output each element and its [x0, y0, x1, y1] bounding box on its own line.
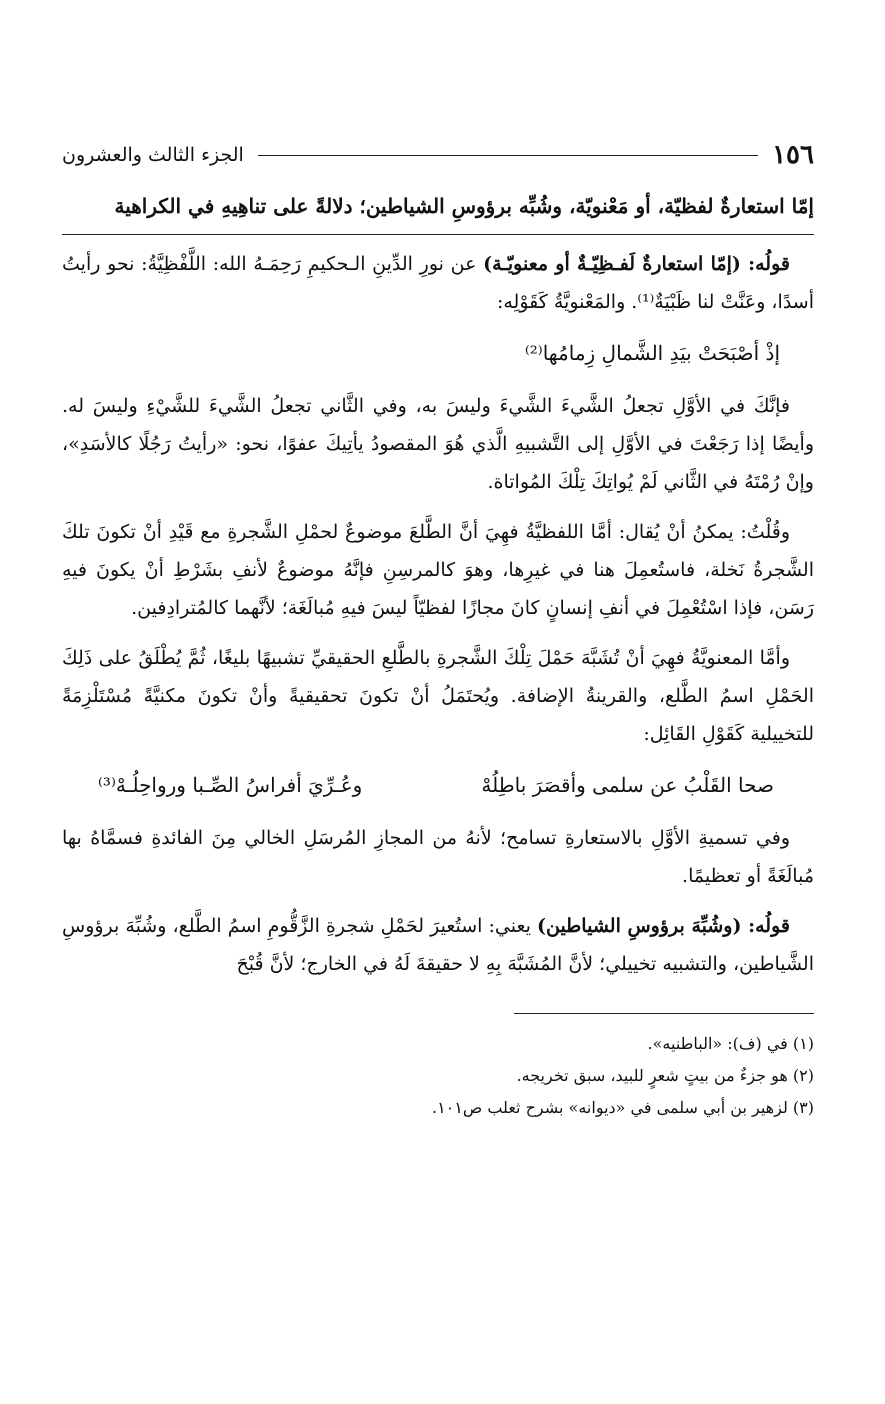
matn-text: إمّا استعارةٌ لفظيّة، أو مَعْنويّة، وشُبِّه برؤوسِ الشياطين؛ دلالةً على تناهِيهِ في الكراهية: [62, 186, 814, 235]
footnote: (٢) هو جزءٌ من بيتٍ شعرٍ للبيد، سبق تخريجه.: [516, 1066, 814, 1085]
paragraph-4: وأمَّا المعنويَّةُ فهِيَ أنْ تُشَبَّهَ حَمْلَ تِلْكَ الشَّجرةِ بالطَّلعِ الحقيقيِّ تشبيهًا بليغًا، ثُمَّ يُطْلَقُ على ذَلِكَ الحَمْلِ اسمُ الطَّلع، والقرينةُ الإضافة. ويُحتَمَلُ أنْ تكونَ تحقيقيةً وأنْ تكونَ مكنيَّةً مُسْتَلْزِمَةً للتخييلية كَقَوْلِ القَائِل:: [62, 647, 814, 745]
paragraph-6: [62, 907, 814, 983]
page-number: ١٥٦: [772, 140, 814, 170]
paragraph-1: [62, 245, 814, 321]
book-page: [62, 138, 814, 1124]
paragraph-2: فإنَّكَ في الأوَّلِ تجعلُ الشَّيءَ الشَّيءَ وليسَ به، وفي الثَّاني تجعلُ الشَّيءَ للشَّيْءِ وليسَ له. وأيضًا إذا رَجَعْتَ في الأوَّلِ إلى التَّشبيهِ الَّذي هُوَ المقصودُ يأتِيكَ عفوًا، نحو: «رأيتُ رَجُلًا كالأسَدِ»، وإنْ رُمْتَهُ في الثَّاني لَمْ يُواتِكَ تِلْكَ المُواتاة.: [62, 395, 814, 493]
footnotes: [62, 1028, 814, 1124]
verse-second-hemistich: وعُـرِّيَ أفراسُ الصِّـبا ورواحِلُـهْ⁽³⁾: [98, 773, 363, 797]
paragraph-3: وقُلْتُ: يمكنُ أنْ يُقال: أمَّا اللفظيَّةُ فهِيَ أنَّ الطَّلعَ موضوعٌ لحمْلِ الشَّجرةِ مع قَيْدِ أنْ تكونَ تلكَ الشَّجرةُ نَخلة، فاستُعمِلَ هنا في غيرِها، وهوَ كالمرسِنِ فإنَّهُ موضوعٌ لأنفِ بشَرْطِ أنْ يكونَ فيهِ رَسَن، فإذا اسْتُعْمِلَ في أنفِ إنسانٍ كانَ مجازًا لفظيّاً ليسَ فيهِ مُبالَغَة؛ لأنَّهما كالمُترادِفين.: [62, 521, 814, 619]
paragraph-5: وفي تسميةِ الأوَّلِ بالاستعارةِ تسامح؛ لأنهُ من المجازِ المُرسَلِ الخالي مِنَ الفائدةِ فسمَّاهُ بها مُبالَغَةً أو تعظيمًا.: [62, 827, 814, 887]
paragraph-text: عن نورِ الدِّينِ الـحكيمِ رَحِمَـهُ الله: اللَّفْظِيَّةُ: نحو رأيتُ أسدًا، وعَنَّتْ لنا ظَبْيَةٌ⁽¹⁾. والمَعْنويَّةُ كَقَوْلِه:: [62, 253, 814, 313]
verse-first-hemistich: صحا القَلْبُ عن سلمى وأقصَرَ باطِلُهْ: [481, 773, 774, 797]
footnote: (٣) لزهير بن أبي سلمى في «ديوانه» بشرح ثعلب ص١٠١.: [432, 1098, 814, 1117]
footnote: (١) في (ف): «الباطنيه».: [647, 1034, 814, 1053]
header-rule: [258, 155, 758, 156]
paragraph-text: يعني: استُعيرَ لحَمْلِ شجرةِ الزَّقُّومِ اسمُ الطَّلع، وشُبِّهَ برؤوسِ الشَّياطين، والتشبيه تخييلي؛ لأنَّ المُشَبَّهَ بِهِ لا حقيقةَ لَهُ في الخارج؛ لأنَّ قُبْحَ: [62, 915, 814, 975]
running-title: الجزء الثالث والعشرون: [62, 144, 244, 166]
commentary: [62, 245, 814, 983]
quoted-lemma: قولُه: (إمّا استعارةٌ لَفـظِيّـةٌ أو معنويّـة): [483, 253, 790, 275]
footnote-rule: [514, 1013, 814, 1014]
running-header: [62, 138, 814, 172]
quoted-lemma: قولُه: (وشُبِّهَ برؤوسِ الشياطين): [537, 915, 790, 937]
verse-line: إذْ أصْبَحَتْ بيَدِ الشَّمالِ زِمامُها⁽²⁾: [524, 341, 780, 365]
verse-couplet: [98, 765, 774, 805]
